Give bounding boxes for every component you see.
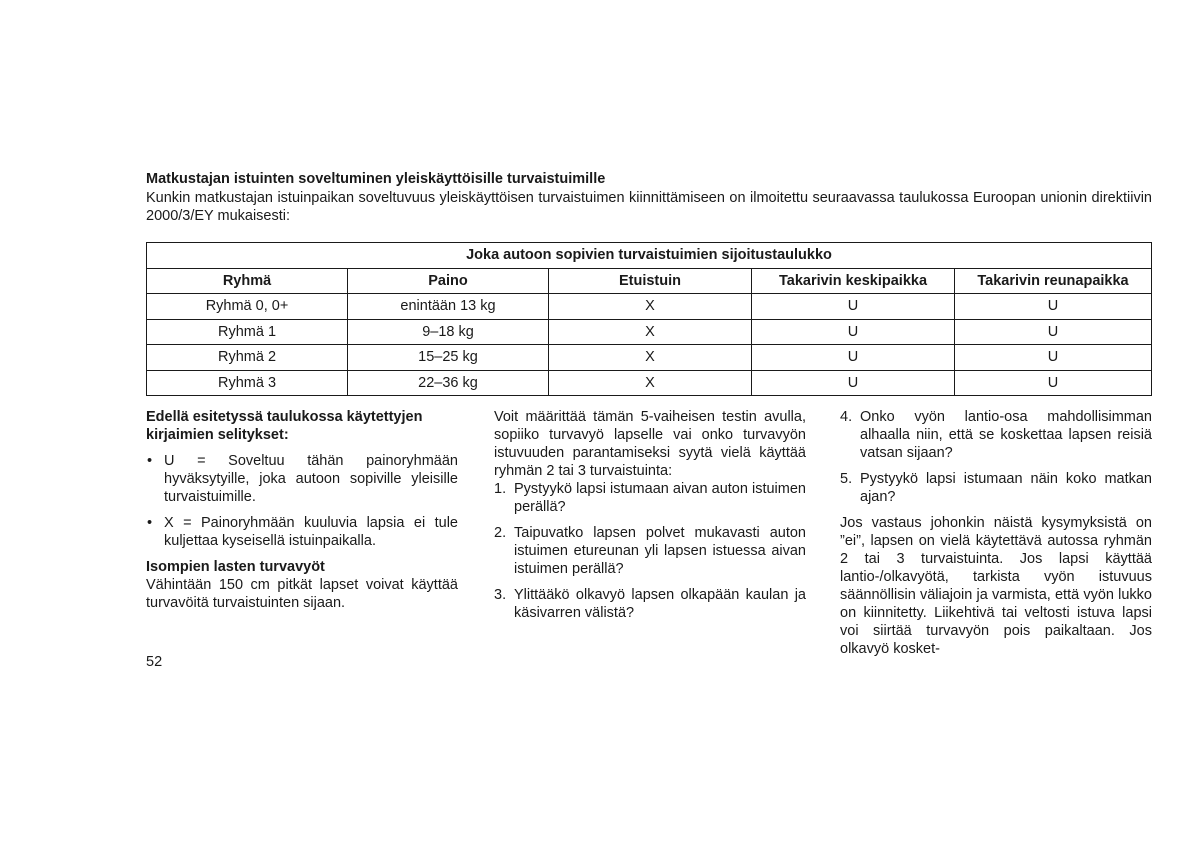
step-number: 4. bbox=[840, 409, 853, 425]
column-middle bbox=[494, 408, 806, 630]
header-rear-outer: Takarivin reunapaikka bbox=[955, 268, 1152, 294]
table-row bbox=[147, 294, 1152, 320]
cell-group: Ryhmä 1 bbox=[147, 319, 348, 345]
test-steps bbox=[494, 480, 806, 622]
cell-weight: 22–36 kg bbox=[348, 370, 549, 396]
cell-weight: 15–25 kg bbox=[348, 345, 549, 371]
cell-group: Ryhmä 2 bbox=[147, 345, 348, 371]
step-text: Taipuvatko lapsen polvet mukavasti auton istuimen etureunan yli lapsen istuessa aivan istuimen perällä? bbox=[514, 525, 806, 577]
bullet-icon: • bbox=[147, 515, 153, 531]
table-row bbox=[147, 370, 1152, 396]
cell-rear-outer: U bbox=[955, 294, 1152, 320]
test-steps-continued bbox=[840, 408, 1152, 506]
cell-rear-center: U bbox=[752, 370, 955, 396]
legend-heading: Edellä esitetyssä taulukossa käytettyjen kirjaimien selitykset: bbox=[146, 409, 423, 443]
cell-rear-center: U bbox=[752, 319, 955, 345]
header-group: Ryhmä bbox=[147, 268, 348, 294]
step-number: 1. bbox=[494, 481, 507, 497]
intro-paragraph: Kunkin matkustajan istuinpaikan soveltuvuus yleiskäyttöisen turvaistuimen kiinnittämiseen on ilmoitettu seuraavassa taulukossa Euroopan unionin direktiivin 2000/3/EY mukaisesti: bbox=[146, 190, 1152, 224]
legend-x-text: X = Painoryhmään kuuluvia lapsia ei tule kuljettaa kyseisellä istuinpaikalla. bbox=[164, 515, 458, 549]
column-right bbox=[840, 408, 1152, 658]
table-row bbox=[147, 345, 1152, 371]
step-text: Pystyykö lapsi istumaan näin koko matkan ajan? bbox=[860, 471, 1152, 505]
cell-rear-outer: U bbox=[955, 370, 1152, 396]
cell-weight: enintään 13 kg bbox=[348, 294, 549, 320]
list-item bbox=[494, 524, 806, 578]
step-text: Ylittääkö olkavyö lapsen olkapään kaulan ja käsivarren välistä? bbox=[514, 587, 806, 621]
header-rear-center: Takarivin keskipaikka bbox=[752, 268, 955, 294]
table-header-row bbox=[147, 268, 1152, 294]
header-front-seat: Etuistuin bbox=[549, 268, 752, 294]
cell-rear-outer: U bbox=[955, 345, 1152, 371]
older-children-text: Vähintään 150 cm pitkät lapset voivat käyttää turvavöitä turvaistuinten sijaan. bbox=[146, 577, 458, 611]
result-paragraph: Jos vastaus johonkin näistä kysymyksistä on ”ei”, lapsen on vielä käytettävä autossa ryhmän 2 tai 3 turvaistuinta. Jos lapsi käyttää lantio-/olkavyötä, tarkista vyön istuvuus säännöllisin väliajoin ja varmista, että vyön lukko on kiinnitetty. Liikehtivä tai veltosti istuva lapsi voi siirtää turvavyön pois paikaltaan. Jos olkavyö kosket- bbox=[840, 515, 1152, 657]
cell-rear-center: U bbox=[752, 345, 955, 371]
seat-placement-table bbox=[146, 242, 1152, 396]
table-row bbox=[147, 319, 1152, 345]
cell-front-seat: X bbox=[549, 370, 752, 396]
list-item bbox=[494, 480, 806, 516]
older-children-heading: Isompien lasten turvavyöt bbox=[146, 559, 325, 575]
step-number: 5. bbox=[840, 471, 853, 487]
legend-list bbox=[146, 452, 458, 550]
cell-rear-outer: U bbox=[955, 319, 1152, 345]
test-intro: Voit määrittää tämän 5-vaiheisen testin avulla, sopiiko turvavyö lapselle vai onko turvavyön istuvuuden parantamiseksi syytä vielä käyttää ryhmän 2 tai 3 turvaistuinta: bbox=[494, 409, 806, 479]
list-item bbox=[840, 408, 1152, 462]
cell-front-seat: X bbox=[549, 319, 752, 345]
step-number: 2. bbox=[494, 525, 507, 541]
header-weight: Paino bbox=[348, 268, 549, 294]
column-left bbox=[146, 408, 458, 612]
page-number: 52 bbox=[146, 654, 163, 670]
cell-group: Ryhmä 3 bbox=[147, 370, 348, 396]
step-text: Pystyykö lapsi istumaan aivan auton istuimen perällä? bbox=[514, 481, 806, 515]
step-text: Onko vyön lantio-osa mahdollisimman alhaalla niin, että se koskettaa lapsen reisiä vatsan sijaan? bbox=[860, 409, 1152, 461]
step-number: 3. bbox=[494, 587, 507, 603]
bullet-icon: • bbox=[147, 453, 153, 469]
cell-front-seat: X bbox=[549, 294, 752, 320]
list-item bbox=[840, 470, 1152, 506]
cell-front-seat: X bbox=[549, 345, 752, 371]
list-item bbox=[146, 452, 458, 506]
cell-group: Ryhmä 0, 0+ bbox=[147, 294, 348, 320]
cell-rear-center: U bbox=[752, 294, 955, 320]
legend-u-text: U = Soveltuu tähän painoryhmään hyväksytyille, joka autoon sopiville yleisille turvaistuimille. bbox=[164, 453, 458, 505]
list-item bbox=[494, 586, 806, 622]
table-title: Joka autoon sopivien turvaistuimien sijoitustaulukko bbox=[147, 243, 1152, 269]
section-heading: Matkustajan istuinten soveltuminen yleiskäyttöisille turvaistuimille bbox=[146, 171, 606, 187]
list-item bbox=[146, 514, 458, 550]
cell-weight: 9–18 kg bbox=[348, 319, 549, 345]
